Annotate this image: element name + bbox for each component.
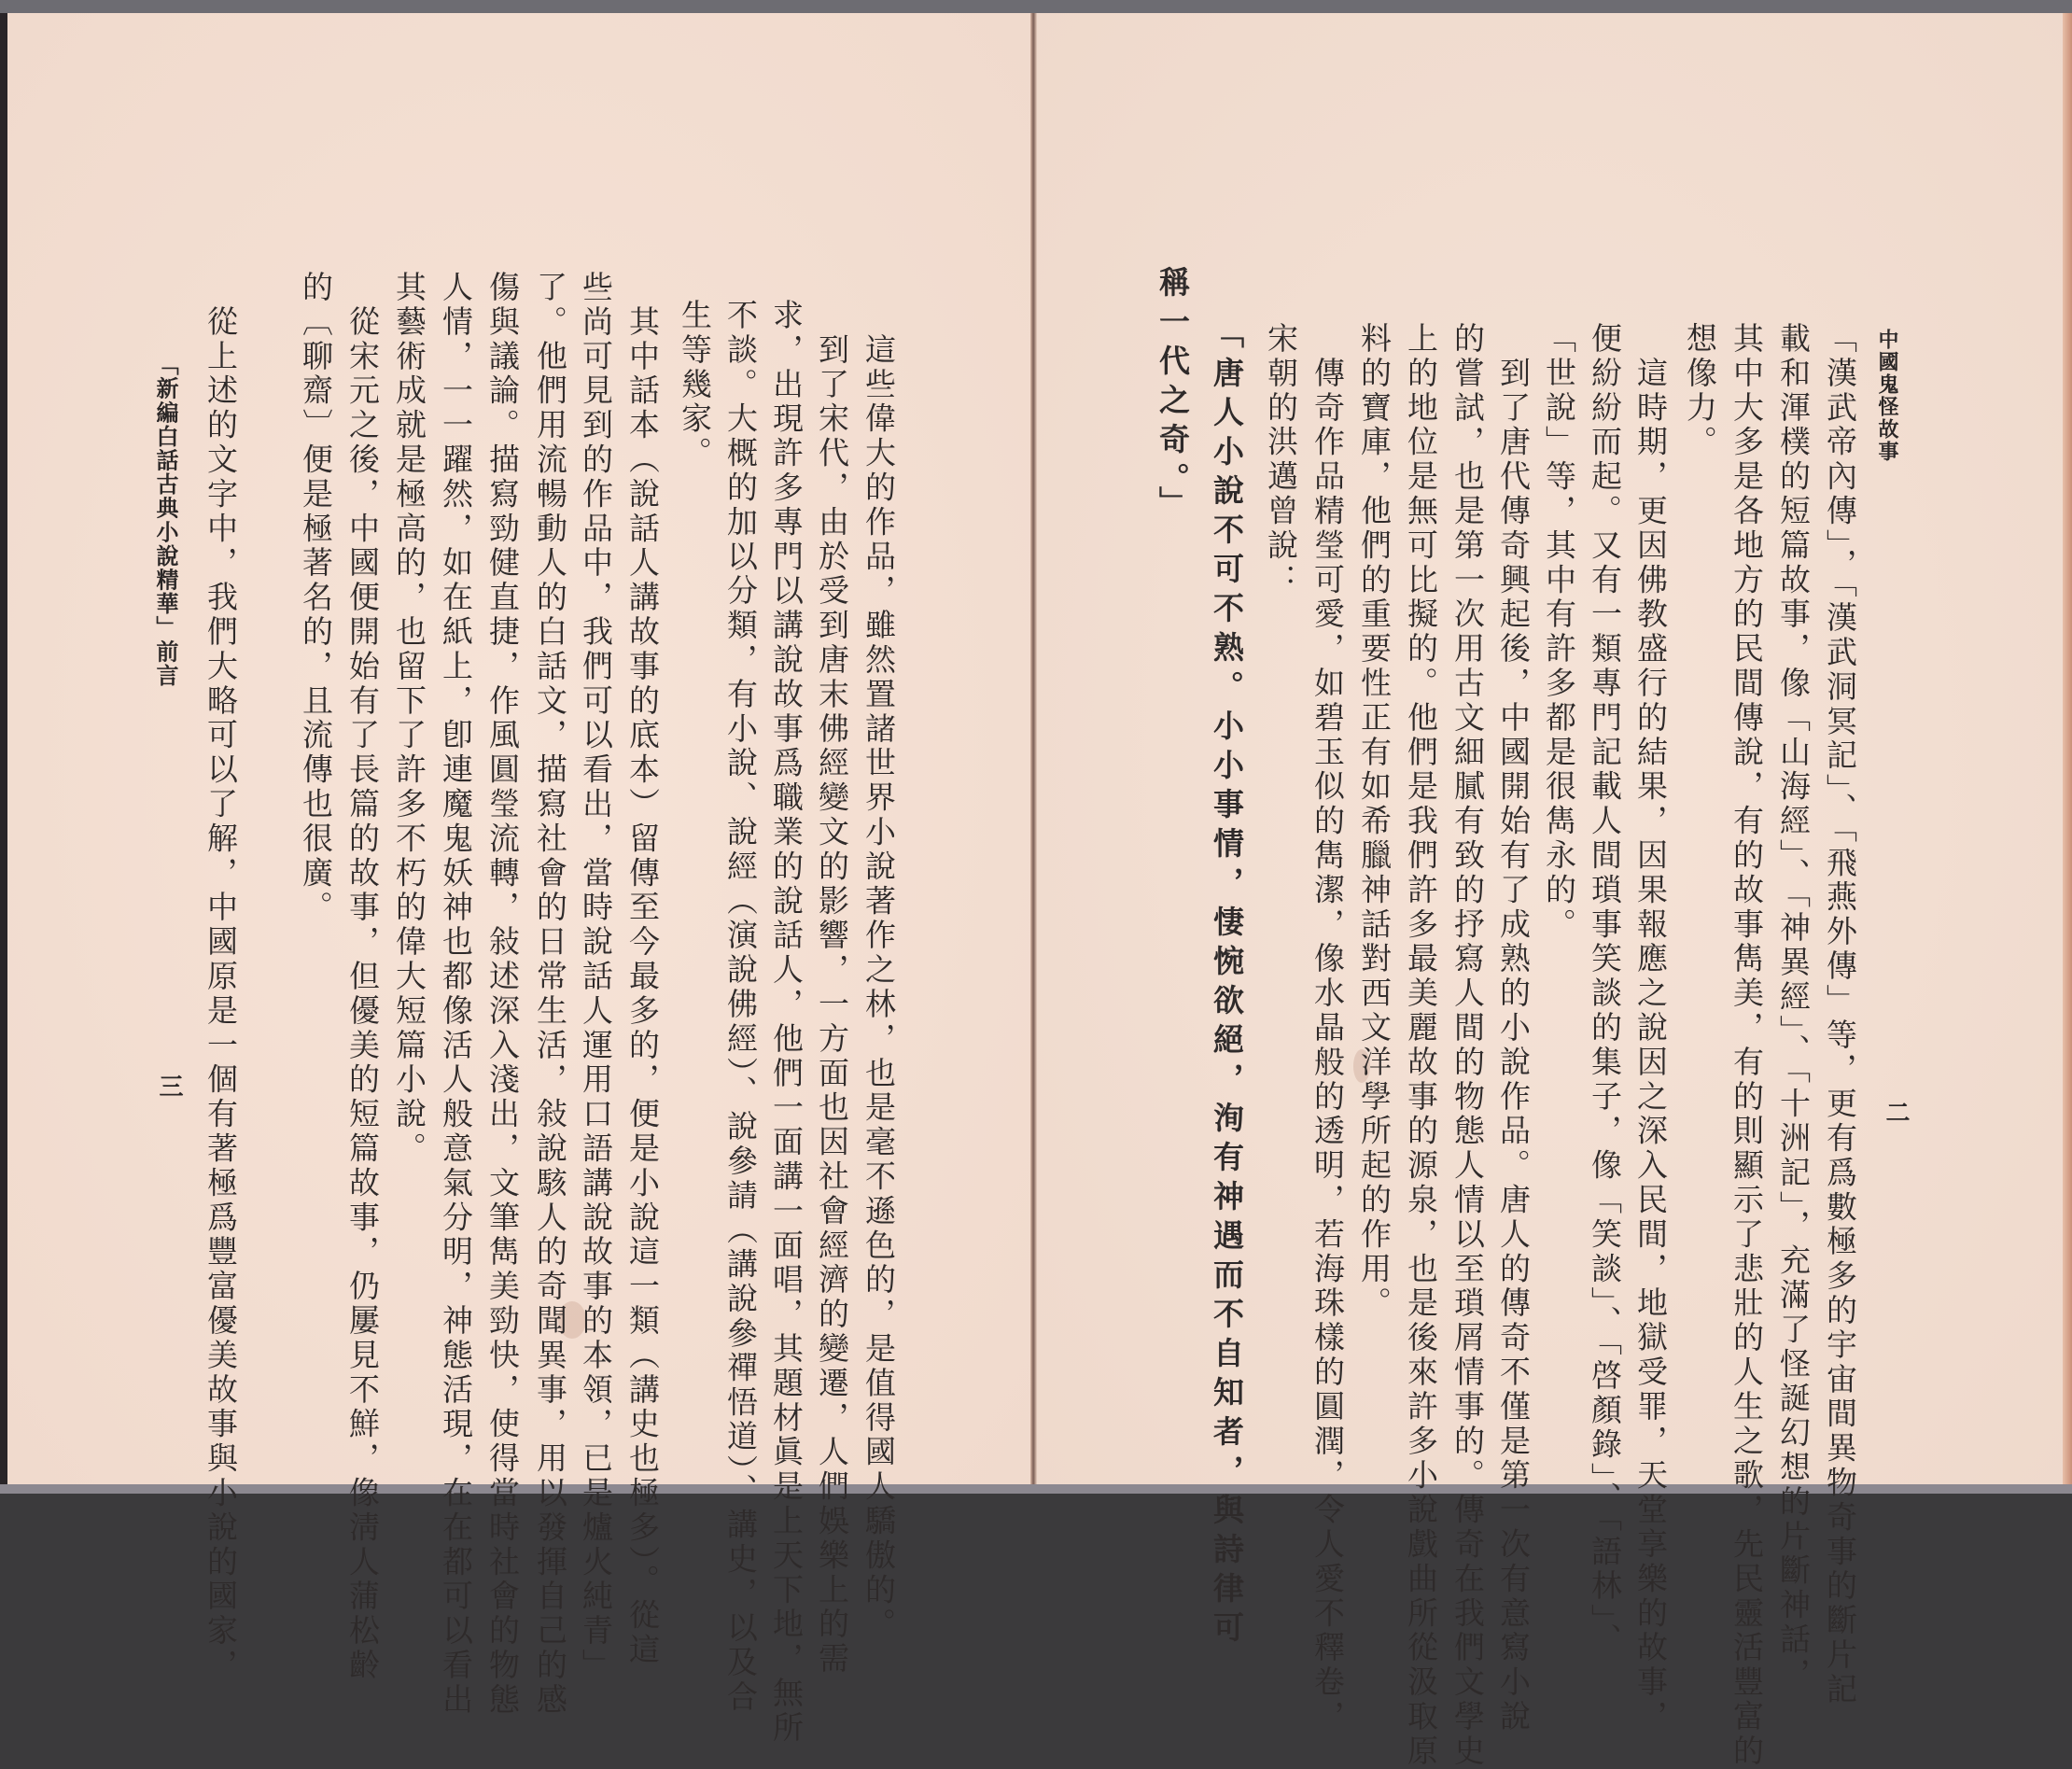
page-number-left: 三: [155, 1074, 183, 1102]
book-spine: [1030, 13, 1037, 1484]
quotation-column: 稱一代之奇。」: [1155, 266, 1191, 526]
text-column: 這時期，更因佛教盛行的結果，因果報應之說因之深入民間，地獄受罪，天堂享樂的故事，: [1632, 322, 1669, 1734]
text-column: 不談。大概的加以分類，有小說、說經（演說佛經）、說參請（講說參禪悟道）、講史，以及合: [722, 299, 759, 1715]
text-column: 從宋元之後，中國便開始有了長篇的故事，但優美的短篇故事，仍屢見不鮮，像淸人蒲松齡: [344, 271, 381, 1683]
text-column: 其藝術成就是極高的，也留下了許多不朽的偉大短篇小說。: [391, 271, 427, 1167]
text-column: 其中大多是各地方的民間傳說，有的故事雋美，有的則顯示了悲壯的人生之歌，先民靈活豐富的: [1729, 322, 1765, 1769]
text-column: 到了唐代傳奇興起後，中國開始有了成熟的小說作品。唐人的傳奇不僅是第一次有意寫小說: [1495, 322, 1532, 1734]
text-column: 傳奇作品精瑩可愛，如碧玉似的雋潔，像水晶般的透明，若海珠樣的圓潤，令人愛不釋卷，: [1309, 322, 1346, 1734]
text-column: 這些偉大的作品，雖然置諸世界小說著作之林，也是毫不遜色的，是值得國人驕傲的。: [861, 299, 897, 1643]
text-column: 傷與議論。描寫勁健直捷，作風圓瑩流轉，敍述深入淺出，文筆雋美勁快，使得當時社會的物態: [484, 271, 521, 1718]
scan-left-border: [0, 13, 7, 1484]
text-column: 了。他們用流暢動人的白話文，描寫社會的日常生活，敍說駭人的奇聞異事，用以發揮自己的感: [532, 271, 568, 1718]
scan-top-border: [0, 0, 2072, 13]
text-column: 便紛紛而起。又有一類專門記載人間瑣事笑談的集子，像「笑談」、「啓顏錄」、「語林」、: [1587, 322, 1623, 1658]
text-column: 求，出現許多專門以講說故事爲職業的說話人，他們一面講一面唱，其題材眞是上天下地，無所: [768, 299, 805, 1746]
text-column: 「世說」等，其中有許多都是很雋永的。: [1541, 322, 1577, 943]
text-column: 的〔聊齋〕便是極著名的，且流傳也很廣。: [298, 271, 334, 926]
scan-right-border: [2063, 13, 2072, 1484]
text-column: 的嘗試，也是第一次用古文細膩有致的抒寫人間的物態人情以至瑣屑情事的。傳奇在我們文學史: [1449, 322, 1486, 1769]
text-column: 到了宋代，由於受到唐末佛經變文的影響，一方面也因社會經濟的變遷，人們娛樂上的需: [814, 299, 850, 1677]
text-column: 載和渾樸的短篇故事，像「山海經」、「神異經」、「十洲記」，充滿了怪誕幻想的片斷神話，: [1775, 322, 1812, 1692]
quotation-column: 「唐人小說不可不熟。小小事情，悽惋欲絕，洵有神遇而不自知者，與詩律可: [1209, 317, 1245, 1650]
text-column: 其中話本（說話人講故事的底本）留傳至今最多的，便是小說這一類（講史也極多）。從這: [624, 271, 661, 1668]
text-column: 「漢武帝內傳」，「漢武洞冥記」、「飛燕外傳」等，更有爲數極多的宇宙間異物奇事的斷片記: [1822, 322, 1858, 1707]
text-column: 宋朝的洪邁曾說：: [1263, 322, 1299, 598]
page-number-right: 二: [1882, 1100, 1910, 1128]
text-column: 上的地位是無可比擬的。他們是我們許多最美麗故事的源泉，也是後來許多小說戲曲所從汲取原: [1403, 322, 1439, 1769]
text-column: 生等幾家。: [677, 299, 713, 471]
text-column: 從上述的文字中，我們大略可以了解，中國原是一個有著極爲豐富優美故事與小說的國家，: [203, 271, 239, 1683]
book-series-footer: 「新編白話古典小說精華」前言: [152, 353, 178, 688]
running-header: 中國鬼怪故事: [1875, 329, 1898, 463]
text-column: 些尚可見到的作品中，我們可以看出，當時說話人運用口語講說故事的本領，已是爐火純青」: [578, 271, 614, 1683]
text-column: 人情，一一躍然，如在紙上，卽連魔鬼妖神也都像活人般意氣分明，神態活現，在在都可以看出: [438, 271, 474, 1718]
text-column: 想像力。: [1682, 322, 1718, 460]
text-column: 料的寶庫，他們的重要性正有如希臘神話對西文洋學所起的作用。: [1356, 322, 1393, 1322]
